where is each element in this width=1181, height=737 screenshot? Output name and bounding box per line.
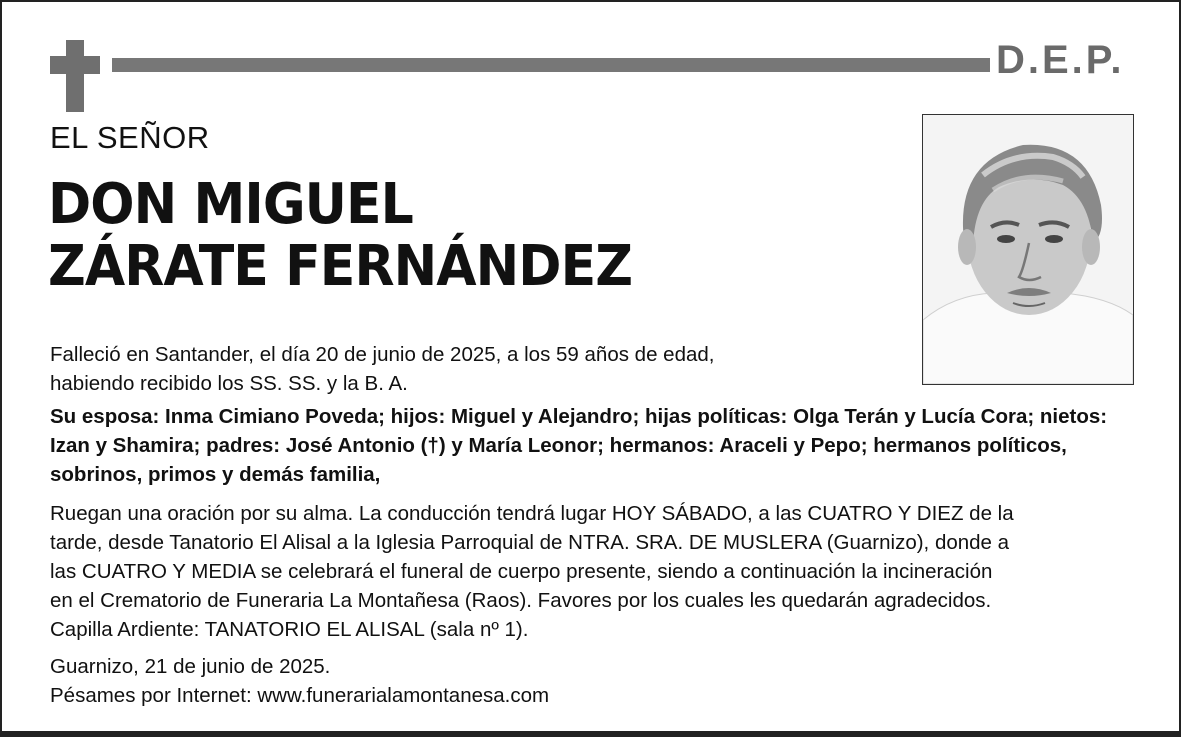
family-list (50, 402, 1140, 489)
family-line-2: Izan y Shamira; padres: José Antonio (†) y María Leonor; hermanos: Araceli y Pepo; hermanos políticos, (50, 434, 1067, 457)
details-line-3: las CUATRO Y MEDIA se celebrará el funeral de cuerpo presente, siendo a continuación la incineración (50, 560, 993, 583)
family-line-3: sobrinos, primos y demás familia, (50, 463, 381, 486)
name-line-2: ZÁRATE FERNÁNDEZ (48, 234, 633, 299)
header-rule (112, 58, 990, 72)
dep-label: D.E.P. (996, 38, 1125, 82)
details-line-5: Capilla Ardiente: TANATORIO EL ALISAL (sala nº 1). (50, 618, 529, 641)
details-line-1: Ruegan una oración por su alma. La conducción tendrá lugar HOY SÁBADO, a las CUATRO Y DIEZ de la (50, 502, 1014, 525)
name-line-1: DON MIGUEL (48, 172, 413, 237)
condolence-website[interactable]: Pésames por Internet: www.funerarialamontanesa.com (50, 684, 550, 707)
death-announcement (50, 340, 830, 398)
cross-icon (50, 40, 100, 112)
details-line-2: tarde, desde Tanatorio El Alisal a la Iglesia Parroquial de NTRA. SRA. DE MUSLERA (Guarnizo), donde a (50, 531, 1010, 554)
details-line-4: en el Crematorio de Funeraria La Montañesa (Raos). Favores por los cuales les quedarán agradecidos. (50, 589, 992, 612)
family-line-1: Su esposa: Inma Cimiano Poveda; hijos: Miguel y Alejandro; hijas políticas: Olga Terán y Lucía Cora; nietos: (50, 405, 1108, 428)
portrait-photo (922, 114, 1134, 385)
place-date: Guarnizo, 21 de junio de 2025. (50, 655, 331, 678)
intro-line-2: habiendo recibido los SS. SS. y la B. A. (50, 372, 408, 395)
honorific-prefix: EL SEÑOR (50, 120, 210, 155)
funeral-details (50, 499, 1140, 644)
deceased-name (48, 174, 632, 298)
intro-line-1: Falleció en Santander, el día 20 de junio de 2025, a los 59 años de edad, (50, 343, 715, 366)
